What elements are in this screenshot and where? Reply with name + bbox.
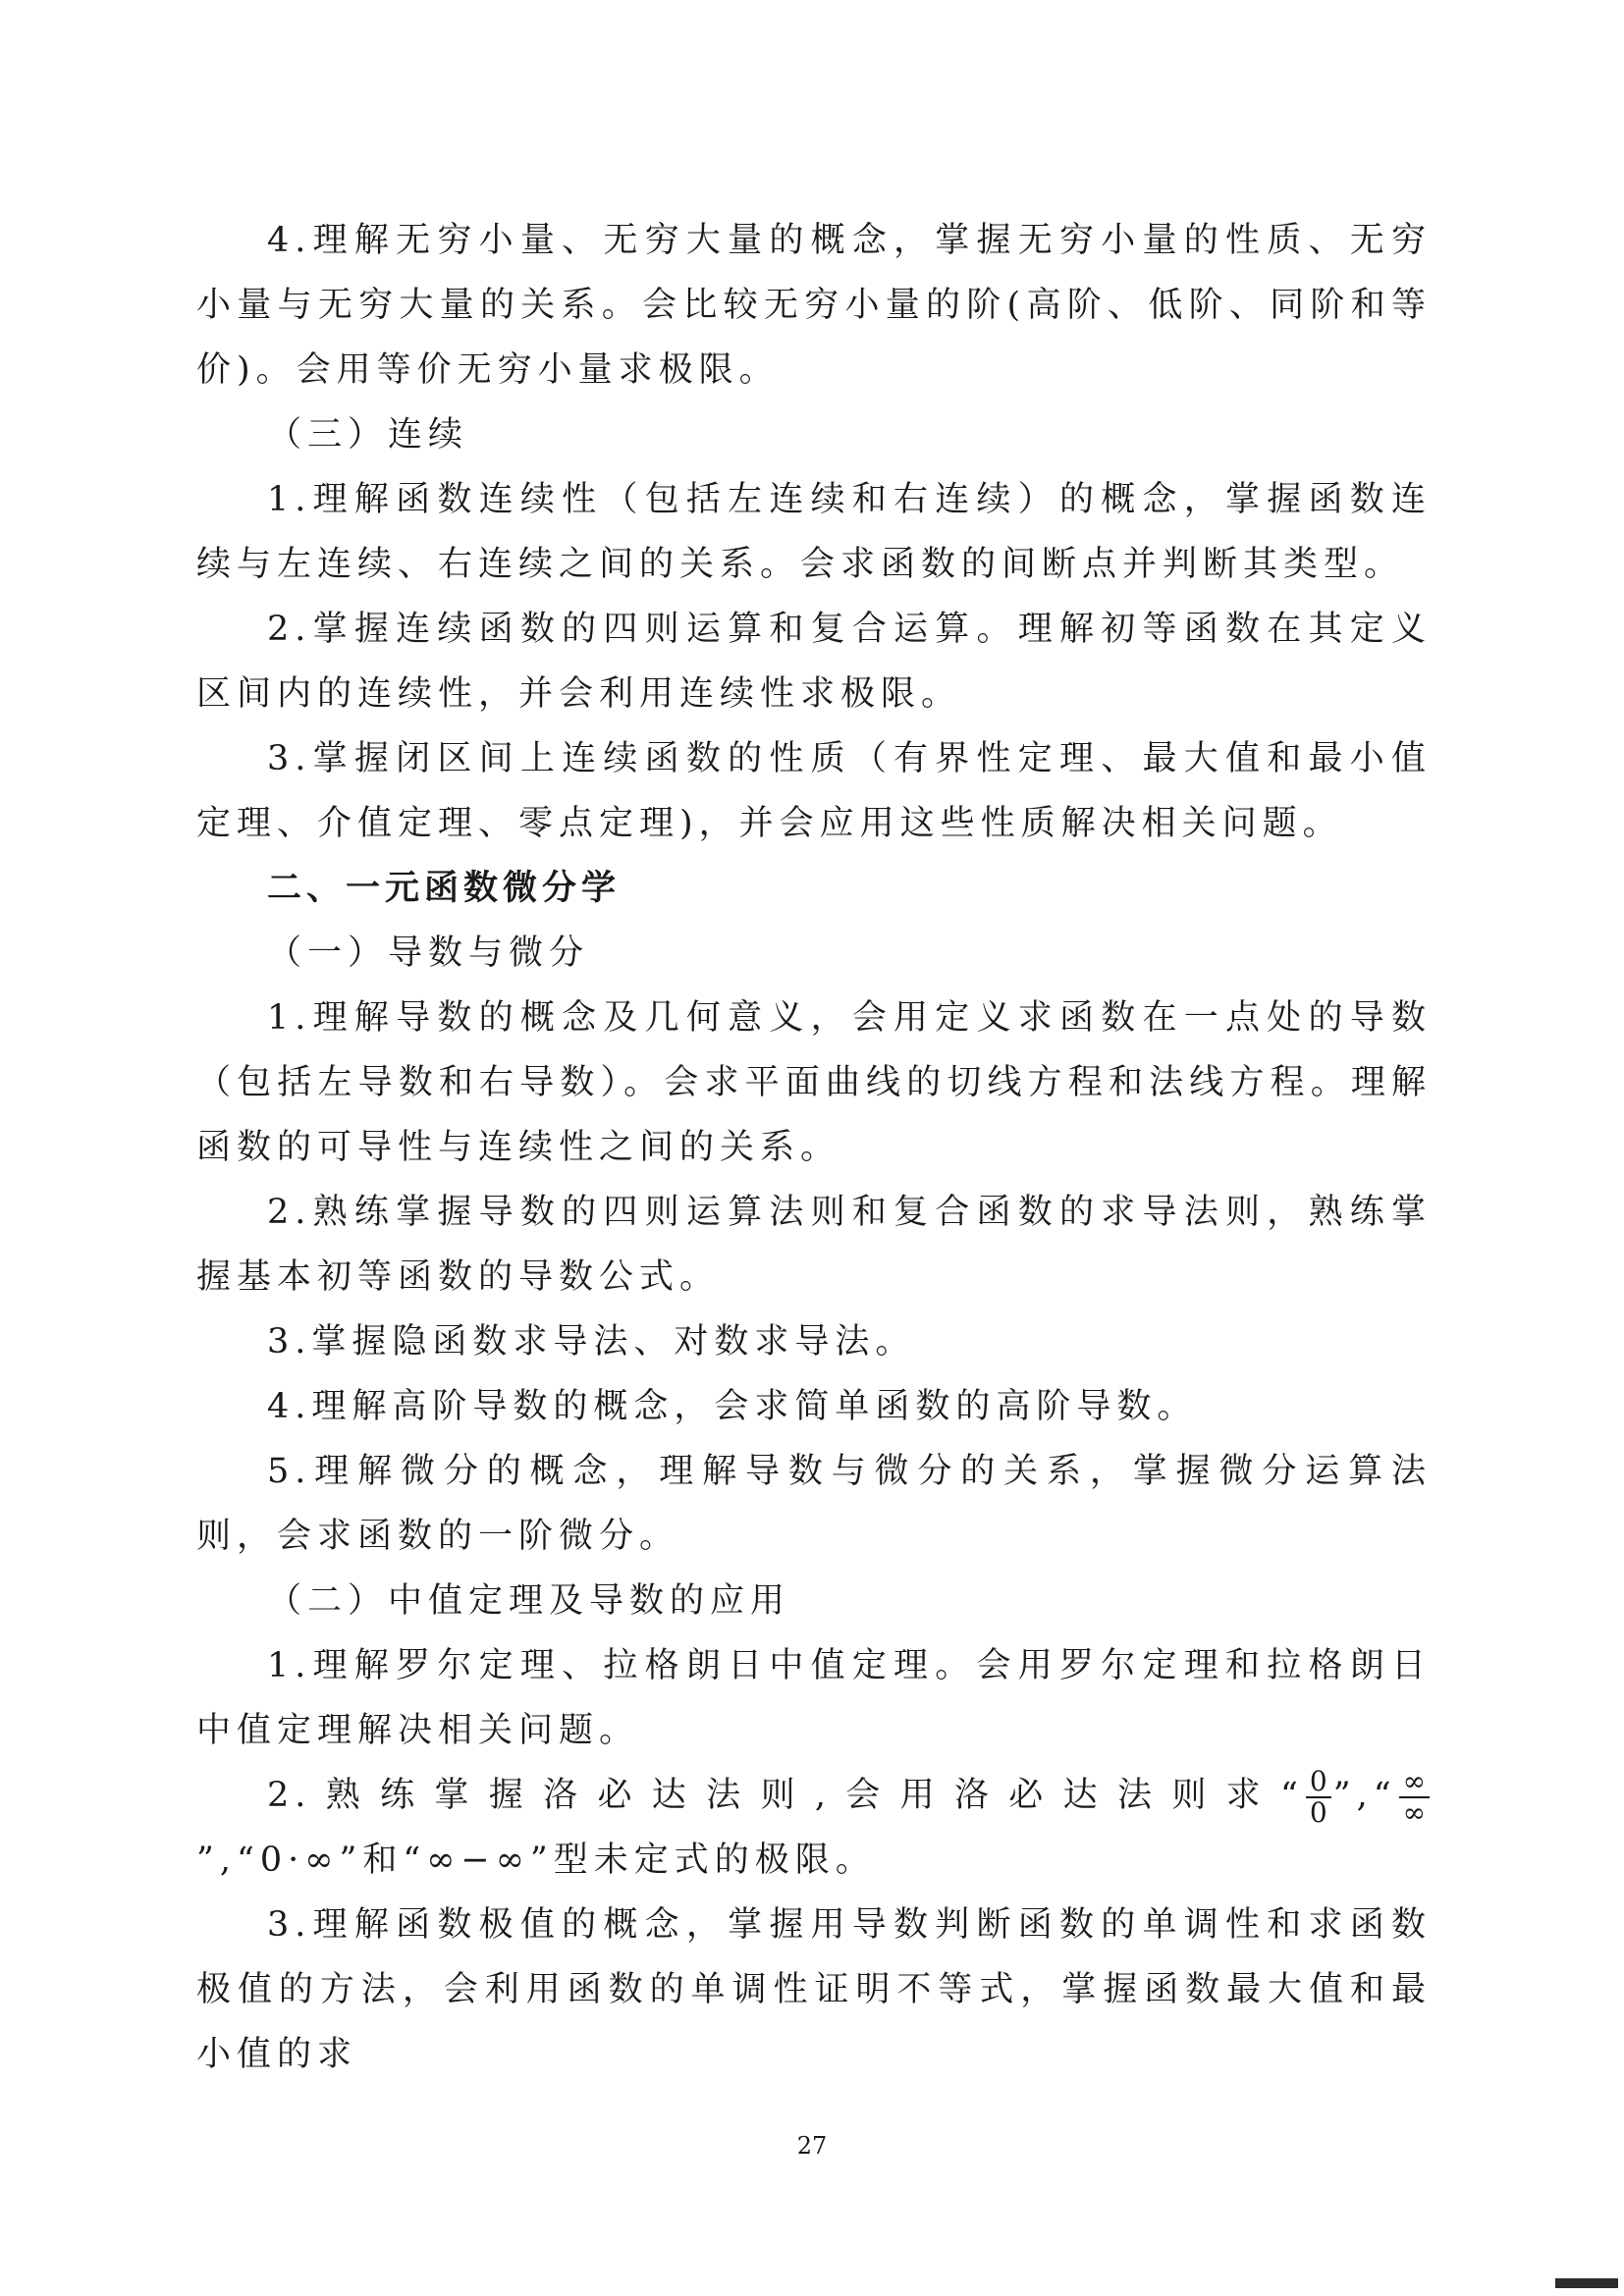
corner-watermark xyxy=(1555,2278,1618,2288)
paragraph-derivative-5: 5.理解微分的概念，理解导数与微分的关系，掌握微分运算法则，会求函数的一阶微分。 xyxy=(196,1452,1432,1556)
fraction-denominator: 0 xyxy=(1309,1795,1327,1829)
page-number: 27 xyxy=(796,2132,828,2160)
lhopital-separator: ”,“ xyxy=(1332,1776,1397,1815)
fraction-infinity-over-infinity xyxy=(1399,1764,1430,1829)
fraction-zero-over-zero xyxy=(1306,1764,1331,1829)
paragraph-lhopital xyxy=(196,1763,1432,1893)
paragraph-derivative-4: 4.理解高阶导数的概念，会求简单函数的高阶导数。 xyxy=(267,1387,1198,1426)
lhopital-lead-text: 2.熟练掌握洛必达法则,会用洛必达法则求“ xyxy=(267,1776,1304,1815)
fraction-numerator: ∞ xyxy=(1399,1767,1430,1798)
paragraph-continuity-1: 1.理解函数连续性（包括左连续和右连续）的概念，掌握函数连续与左连续、右连续之间的关系。会求函数的间断点并判断其类型。 xyxy=(196,480,1432,584)
subsection-continuity: （三）连续 xyxy=(267,415,469,454)
paragraph-extremum: 3.理解函数极值的概念，掌握用导数判断函数的单调性和求函数极值的方法，会利用函数的单调性证明不等式，掌握函数最大值和最小值的求 xyxy=(196,1905,1432,2074)
paragraph-derivative-2: 2.熟练掌握导数的四则运算法则和复合函数的求导法则，熟练掌握基本初等函数的导数公式。 xyxy=(196,1193,1432,1297)
subsection-derivative-differential: （一）导数与微分 xyxy=(267,934,590,973)
section-heading-differential-calculus: 二、一元函数微分学 xyxy=(267,869,622,908)
paragraph-infinitesimal: 4.理解无穷小量、无穷大量的概念，掌握无穷小量的性质、无穷小量与无穷大量的关系。会比较无穷小量的阶(高阶、低阶、同阶和等价)。会用等价无穷小量求极限。 xyxy=(196,221,1432,390)
paragraph-derivative-3: 3.掌握隐函数求导法、对数求导法。 xyxy=(267,1322,916,1362)
paragraph-continuity-3: 3.掌握闭区间上连续函数的性质（有界性定理、最大值和最小值定理、介值定理、零点定理)，并会应用这些性质解决相关问题。 xyxy=(196,739,1432,843)
paragraph-continuity-2: 2.掌握连续函数的四则运算和复合运算。理解初等函数在其定义区间内的连续性，并会利用连续性求极限。 xyxy=(196,610,1432,714)
subsection-mean-value-theorem: （二）中值定理及导数的应用 xyxy=(267,1581,791,1621)
page-content xyxy=(196,208,1432,2087)
paragraph-mean-value-1: 1.理解罗尔定理、拉格朗日中值定理。会用罗尔定理和拉格朗日中值定理解决相关问题。 xyxy=(196,1646,1432,1750)
paragraph-derivative-1: 1.理解导数的概念及几何意义，会用定义求函数在一点处的导数（包括左导数和右导数）。会求平面曲线的切线方程和法线方程。理解函数的可导性与连续性之间的关系。 xyxy=(196,998,1432,1167)
fraction-numerator: 0 xyxy=(1306,1767,1331,1798)
lhopital-rest-text: ”,“0·∞”和“∞−∞”型未定式的极限。 xyxy=(196,1841,876,1880)
fraction-denominator: ∞ xyxy=(1402,1795,1426,1829)
